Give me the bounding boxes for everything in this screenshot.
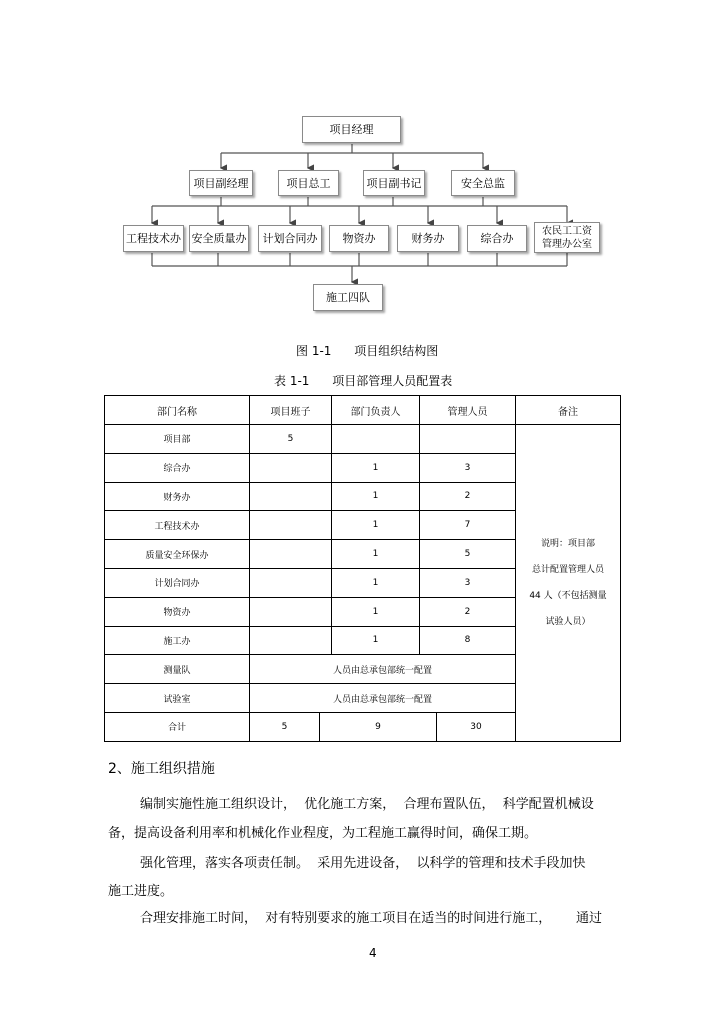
- table-cell: 9: [320, 713, 437, 741]
- org-node-migrant-wage-office: 农民工工资管理办公室: [534, 222, 600, 253]
- note-line: 总计配置管理人员: [531, 564, 604, 575]
- table-cell: [250, 540, 332, 569]
- table-cell: 1: [332, 568, 420, 597]
- table-row: [105, 425, 621, 454]
- org-node-chief-engineer: 项目总工: [278, 170, 339, 196]
- table-cell: 质量安全环保办: [105, 540, 250, 569]
- table-cell: 5: [250, 713, 320, 741]
- table-cell: 2: [420, 597, 516, 626]
- table-header-cell: 备注: [516, 396, 621, 425]
- table-cell: 施工办: [105, 626, 250, 655]
- paragraph-line: 施工进度。: [108, 884, 174, 899]
- staff-allocation-table: [104, 395, 621, 742]
- table-cell: 项目部: [105, 425, 250, 454]
- table-cell: 1: [332, 453, 420, 482]
- org-node-deputy-manager: 项目副经理: [189, 170, 253, 196]
- table-cell: 测量队: [105, 655, 250, 684]
- table-cell: 试验室: [105, 684, 250, 713]
- table-cell: [250, 511, 332, 540]
- org-node-safety-director: 安全总监: [451, 170, 515, 196]
- table-merged-cell: 人员由总承包部统一配置: [250, 655, 516, 684]
- paragraph-line: 备，提高设备利用率和机械化作业程度，为工程施工赢得时间，确保工期。: [108, 826, 538, 841]
- table-cell: 5: [420, 540, 516, 569]
- note-line: 44 人（不包括测量: [529, 590, 607, 601]
- table-cell: 财务办: [105, 482, 250, 511]
- table-header-row: [105, 396, 621, 425]
- table-cell: [250, 568, 332, 597]
- table-cell: 综合办: [105, 453, 250, 482]
- table-note-cell: [516, 425, 621, 742]
- table-cell: 7: [420, 511, 516, 540]
- table-cell: [250, 453, 332, 482]
- org-node-safety-quality-office: 安全质量办: [189, 225, 249, 252]
- table-total-values: [250, 712, 516, 741]
- org-node-general-office: 综合办: [467, 225, 527, 252]
- table-header-cell: 部门名称: [105, 396, 250, 425]
- note-line: 试验人员）: [545, 616, 591, 627]
- table-cell: 1: [332, 482, 420, 511]
- table-cell: 5: [250, 425, 332, 454]
- org-node-materials-office: 物资办: [329, 225, 389, 252]
- table-header-cell: 部门负责人: [332, 396, 420, 425]
- paragraph-line: 强化管理，落实各项责任制。 采用先进设备， 以科学的管理和技术手段加快: [140, 856, 586, 871]
- table-cell: 1: [332, 626, 420, 655]
- org-node-contract-office: 计划合同办: [258, 225, 322, 252]
- section-heading: 2、施工组织措施: [108, 761, 215, 777]
- table-cell: [250, 626, 332, 655]
- table-cell: 1: [332, 540, 420, 569]
- table-cell: 1: [332, 511, 420, 540]
- org-node-construction-team: 施工四队: [313, 284, 383, 311]
- figure-caption: 图 1-1 项目组织结构图: [296, 344, 439, 358]
- page-number: 4: [369, 946, 377, 960]
- table-cell: 物资办: [105, 597, 250, 626]
- table-cell: 计划合同办: [105, 568, 250, 597]
- table-cell: 1: [332, 597, 420, 626]
- table-header-cell: 管理人员: [420, 396, 516, 425]
- org-node-project-manager: 项目经理: [302, 116, 401, 143]
- table-cell: 30: [470, 721, 482, 732]
- table-cell: [420, 425, 516, 454]
- note-line: 说明：项目部: [540, 538, 595, 549]
- table-cell: 合计: [105, 712, 250, 741]
- paragraph-line: 合理安排施工时间， 对有特别要求的施工项目在适当的时间进行施工， 通过: [140, 911, 603, 926]
- table-cell: 8: [420, 626, 516, 655]
- table-cell: 3: [420, 568, 516, 597]
- table-cell: [250, 597, 332, 626]
- table-cell: [250, 482, 332, 511]
- table-merged-cell: 人员由总承包部统一配置: [250, 684, 516, 713]
- paragraph-line: 编制实施性施工组织设计， 优化施工方案， 合理布置队伍， 科学配置机械设: [140, 797, 594, 812]
- table-caption: 表 1-1 项目部管理人员配置表: [274, 374, 453, 388]
- table-cell: 工程技术办: [105, 511, 250, 540]
- table-cell: [332, 425, 420, 454]
- table-header-cell: 项目班子: [250, 396, 332, 425]
- org-node-deputy-secretary: 项目副书记: [363, 170, 425, 196]
- table-cell: 3: [420, 453, 516, 482]
- table-cell: 2: [420, 482, 516, 511]
- org-node-finance-office: 财务办: [397, 225, 459, 252]
- org-chart-connectors: [0, 0, 724, 330]
- org-node-engineering-office: 工程技术办: [123, 225, 184, 252]
